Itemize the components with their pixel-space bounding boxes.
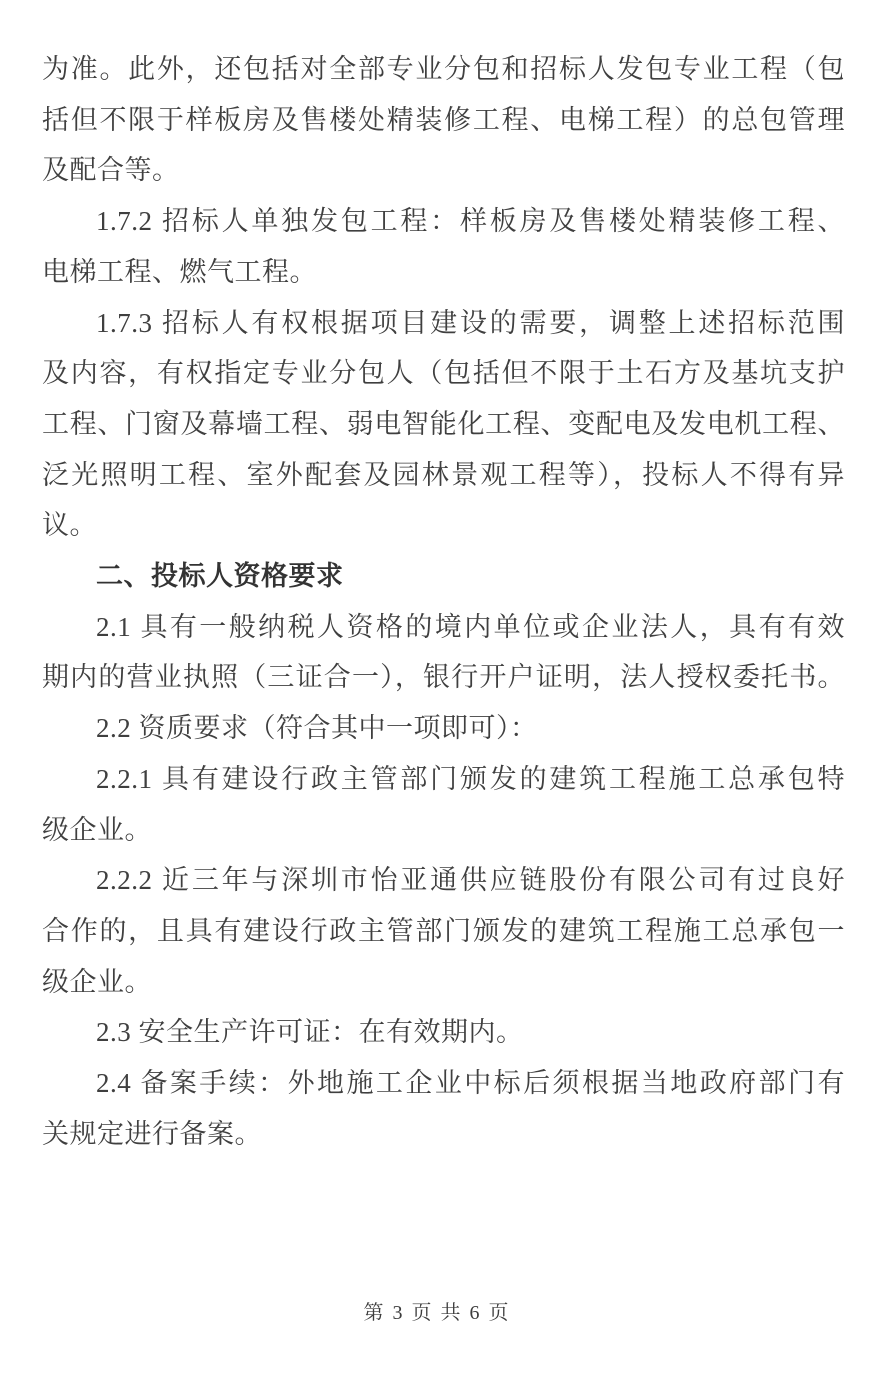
text-line: 1.7.3 招标人有权根据项目建设的需要，调整上述招标范围 xyxy=(96,307,845,338)
text-line: 2.1 具有一般纳税人资格的境内单位或企业法人，具有有效 xyxy=(96,611,845,642)
section-heading: 二、投标人资格要求 xyxy=(96,561,344,592)
text-line: 工程、门窗及幕墙工程、弱电智能化工程、变配电及发电机工程、 xyxy=(42,408,845,439)
text-line: 2.2.1 具有建设行政主管部门颁发的建筑工程施工总承包特 xyxy=(96,763,845,794)
text-line: 2.2 资质要求（符合其中一项即可）： xyxy=(96,713,538,744)
text-line: 泛光照明工程、室外配套及园林景观工程等），投标人不得有异 xyxy=(42,459,845,490)
text-line: 括但不限于样板房及售楼处精装修工程、电梯工程）的总包管理 xyxy=(42,104,845,135)
text-line: 及配合等。 xyxy=(42,155,180,186)
text-line: 议。 xyxy=(42,510,97,541)
text-line: 级企业。 xyxy=(42,966,152,997)
text-line: 1.7.2 招标人单独发包工程：样板房及售楼处精装修工程、 xyxy=(96,206,845,237)
text-line: 级企业。 xyxy=(42,814,152,845)
text-line: 为准。此外，还包括对全部专业分包和招标人发包专业工程（包 xyxy=(42,54,845,84)
text-line: 电梯工程、燃气工程。 xyxy=(42,256,317,287)
text-line: 合作的，且具有建设行政主管部门颁发的建筑工程施工总承包一 xyxy=(42,915,845,946)
text-line: 2.4 备案手续：外地施工企业中标后须根据当地政府部门有 xyxy=(96,1068,845,1099)
page-number: 第 3 页 共 6 页 xyxy=(363,1302,511,1324)
text-line: 及内容，有权指定专业分包人（包括但不限于土石方及基坑支护 xyxy=(42,358,845,389)
text-line: 关规定进行备案。 xyxy=(42,1118,262,1149)
text-line: 期内的营业执照（三证合一），银行开户证明，法人授权委托书。 xyxy=(42,662,845,693)
text-line: 2.3 安全生产许可证：在有效期内。 xyxy=(96,1017,524,1048)
text-line: 2.2.2 近三年与深圳市怡亚通供应链股份有限公司有过良好 xyxy=(96,865,845,896)
